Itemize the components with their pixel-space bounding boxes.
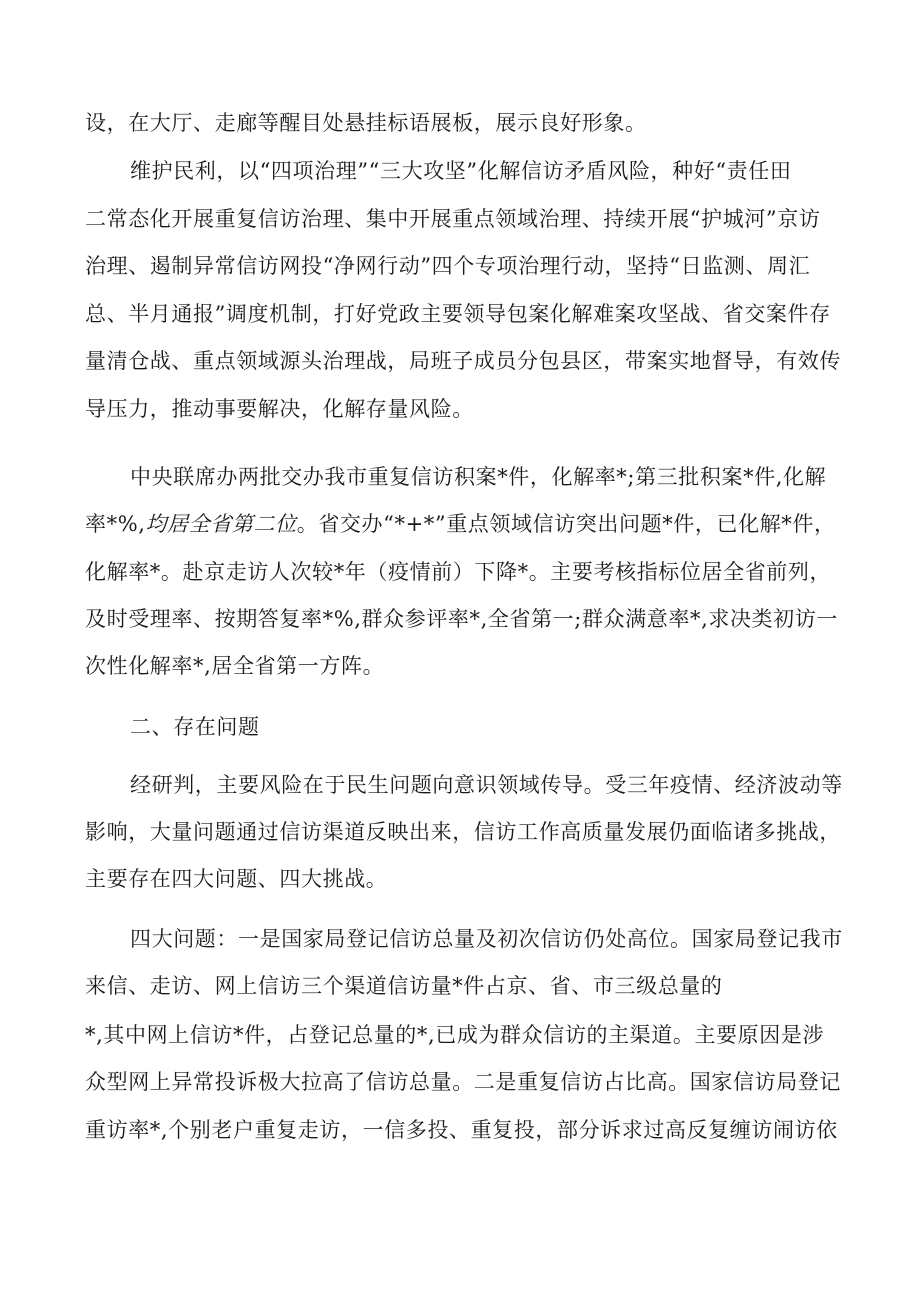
text-line-7: 导压力，推动事要解决，化解存量风险。 bbox=[85, 397, 474, 421]
text-line-5: 总、半月通报”调度机制，打好党政主要领导包案化解难案攻坚战、省交案件存 bbox=[85, 302, 831, 326]
text-segment: 。省交办“*+*”重点领域信访突出问题*件，已化解*件， bbox=[296, 512, 836, 536]
text-line-19: 众型网上异常投诉极大拉高了信访总量。二是重复信访占比高。国家信访局登记 bbox=[85, 1070, 841, 1094]
text-line-13: 经研判，主要风险在于民生问题向意识领域传导。受三年疫情、经济波动等 bbox=[130, 773, 843, 797]
text-line-17: 来信、走访、网上信访三个渠道信访量*件占京、省、市三级总量的 bbox=[85, 974, 723, 998]
text-line-16: 四大问题：一是国家局登记信访总量及初次信访仍处高位。国家局登记我市 bbox=[130, 927, 843, 951]
emphasis-text: 均居全省第二位 bbox=[145, 512, 297, 536]
text-segment: 率*%, bbox=[85, 512, 146, 536]
text-line-20: 重访率*,个别老户重复走访，一信多投、重复投，部分诉求过高反复缠访闹访依 bbox=[85, 1118, 838, 1142]
text-line-10: 化解率*。赴京走访人次较*年（疫情前）下降*。主要考核指标位居全省前列， bbox=[85, 560, 832, 584]
text-line-3: 二常态化开展重复信访治理、集中开展重点领域治理、持续开展“护城河”京访 bbox=[85, 207, 821, 231]
text-line-14: 影响，大量问题通过信访渠道反映出来，信访工作高质量发展仍面临诸多挑战， bbox=[85, 820, 841, 844]
text-line-2: 维护民利，以“四项治理”“三大攻坚”化解信访矛盾风险，种好“责任田 bbox=[130, 159, 792, 183]
text-line-4: 治理、遏制异常信访网投“净网行动”四个专项治理行动，坚持“日监测、周汇 bbox=[85, 254, 811, 278]
text-line-8: 中央联席办两批交办我市重复信访积案*件，化解率*;第三批积案*件,化解 bbox=[130, 465, 827, 489]
text-line-15: 主要存在四大问题、四大挑战。 bbox=[85, 867, 388, 891]
text-line-9 bbox=[85, 509, 920, 539]
text-line-1: 设，在大厅、走廊等醒目处悬挂标语展板，展示良好形象。 bbox=[85, 111, 647, 135]
text-line-11: 及时受理率、按期答复率*%,群众参评率*,全省第一;群众满意率*,求决类初访一 bbox=[85, 607, 838, 631]
section-heading: 二、存在问题 bbox=[130, 715, 260, 739]
text-line-18: *,其中网上信访*件，占登记总量的*,已成为群众信访的主渠道。主要原因是涉 bbox=[85, 1023, 825, 1047]
text-line-6: 量清仓战、重点领域源头治理战，局班子成员分包县区，带案实地督导，有效传 bbox=[85, 349, 841, 373]
text-line-12: 次性化解率*,居全省第一方阵。 bbox=[85, 654, 385, 678]
